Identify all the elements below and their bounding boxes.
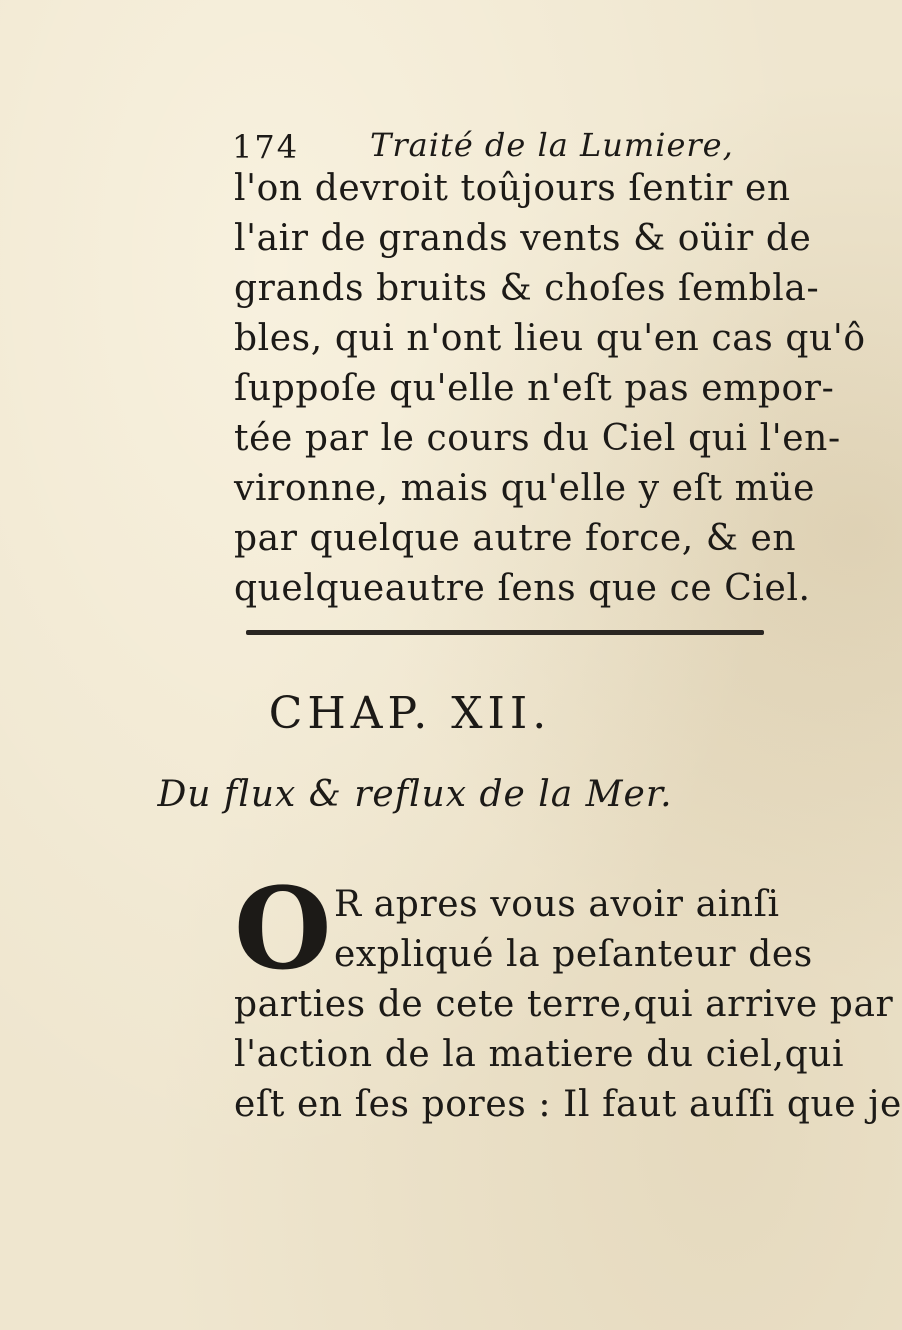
- section-divider-rule: [246, 630, 764, 635]
- text-line: quelqueautre ſens que ce Ciel.: [234, 568, 811, 609]
- paragraph-continued: [234, 164, 866, 614]
- text-line: tée par le cours du Ciel qui l'en-: [234, 418, 841, 459]
- text-line: ſuppoſe qu'elle n'eſt pas empor-: [234, 368, 835, 409]
- text-line: l'air de grands vents & oüir de: [234, 218, 812, 259]
- text-line: bles, qui n'ont lieu qu'en cas qu'ô: [234, 318, 866, 359]
- drop-cap: O: [234, 864, 332, 995]
- running-title: Traité de la Lumiere,: [370, 126, 734, 164]
- text-line: eſt en ſes pores : Il faut auſſi que je: [234, 1084, 902, 1125]
- page-number: 174: [232, 128, 300, 166]
- text-line: R apres vous avoir ainſi: [334, 884, 780, 925]
- running-head: [232, 122, 752, 166]
- text-line: grands bruits & choſes ſembla-: [234, 268, 820, 309]
- text-line: vironne, mais qu'elle y eſt müe: [234, 468, 816, 509]
- text-line: l'action de la matiere du ciel,qui: [234, 1034, 845, 1075]
- text-line: par quelque autre force, & en: [234, 518, 797, 559]
- chapter-subtitle: Du flux & reflux de la Mer.: [157, 774, 673, 815]
- text-line: l'on devroit toûjours ſentir en: [234, 168, 791, 209]
- text-line: expliqué la peſanteur des: [334, 934, 813, 975]
- chapter-opening-paragraph: [234, 864, 902, 1130]
- chapter-heading: CHAP. XII.: [268, 688, 552, 739]
- text-line: parties de cete terre,qui arrive par: [234, 984, 894, 1025]
